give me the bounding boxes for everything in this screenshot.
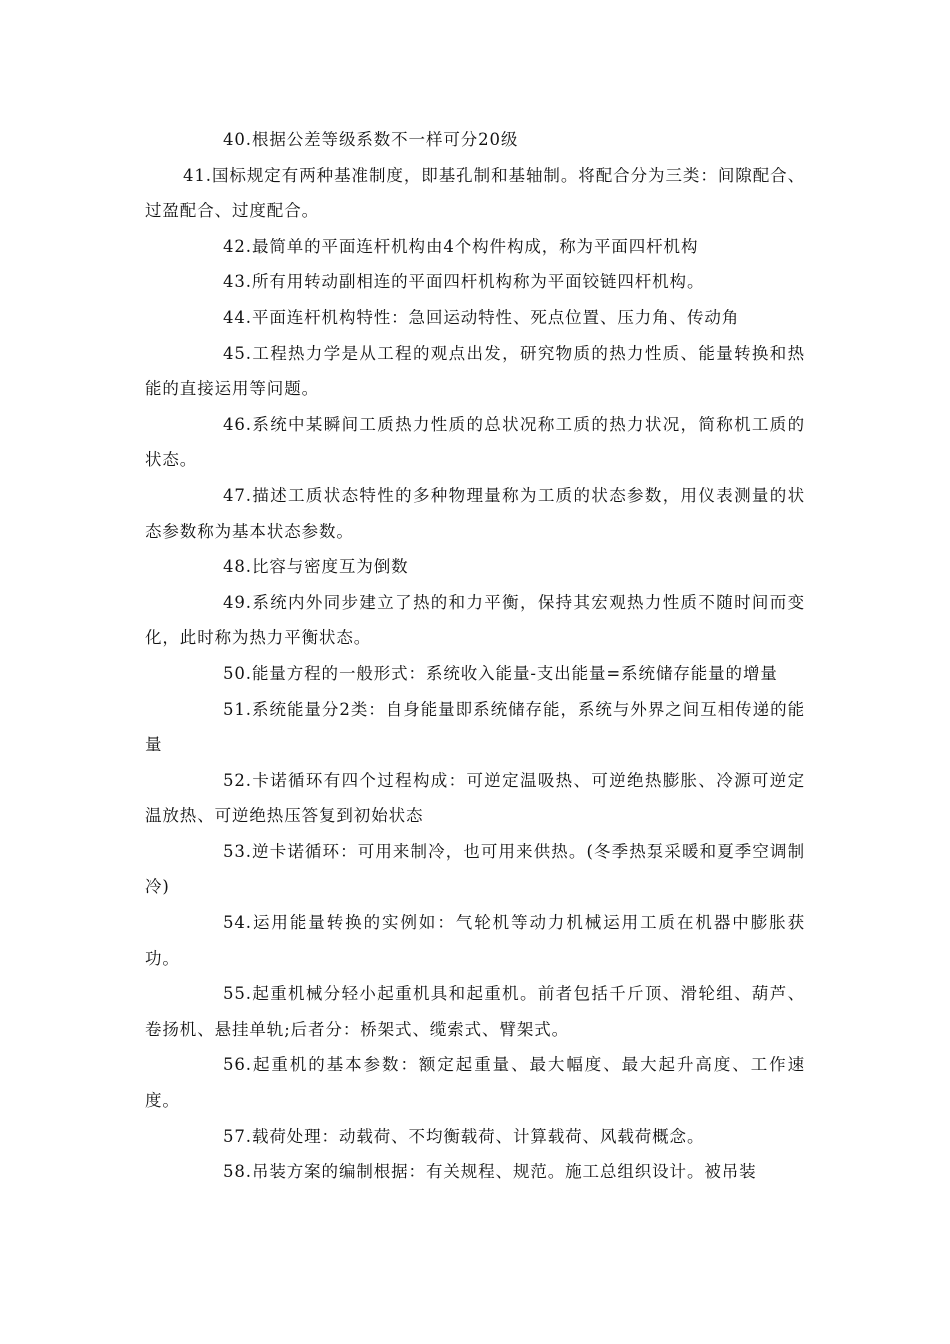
paragraph-58: 58.吊装方案的编制根据：有关规程、规范。施工总组织设计。被吊装 (223, 1162, 757, 1182)
paragraph-48: 48.比容与密度互为倒数 (223, 557, 409, 577)
paragraph-41: 41.国标规定有两种基准制度，即基孔制和基轴制。将配合分为三类：间隙配合、过盈配合、过度配合。 (145, 165, 805, 221)
paragraph-47: 47.描述工质状态特性的多种物理量称为工质的状态参数，用仪表测量的状态参数称为基本状态参数。 (145, 485, 805, 541)
paragraph-45: 45.工程热力学是从工程的观点出发，研究物质的热力性质、能量转换和热能的直接运用等问题。 (145, 343, 805, 399)
paragraph-49: 49.系统内外同步建立了热的和力平衡，保持其宏观热力性质不随时间而变化，此时称为热力平衡状态。 (145, 592, 805, 648)
paragraph-56: 56.起重机的基本参数：额定起重量、最大幅度、最大起升高度、工作速度。 (145, 1055, 805, 1111)
paragraph-54: 54.运用能量转换的实例如：气轮机等动力机械运用工质在机器中膨胀获功。 (145, 913, 805, 968)
paragraph-55: 55.起重机械分轻小起重机具和起重机。前者包括千斤顶、滑轮组、葫芦、卷扬机、悬挂单轨;后者分：桥架式、缆索式、臂架式。 (145, 984, 805, 1039)
paragraph-43: 43.所有用转动副相连的平面四杆机构称为平面铰链四杆机构。 (223, 272, 705, 292)
paragraph-52: 52.卡诺循环有四个过程构成：可逆定温吸热、可逆绝热膨胀、冷源可逆定温放热、可逆绝热压答复到初始状态 (145, 770, 805, 826)
paragraph-50: 50.能量方程的一般形式：系统收入能量-支出能量=系统储存能量的增量 (223, 663, 778, 683)
paragraph-40: 40.根据公差等级系数不一样可分20级 (223, 130, 519, 149)
paragraph-53: 53.逆卡诺循环：可用来制冷，也可用来供热。(冬季热泵采暖和夏季空调制冷) (145, 841, 805, 897)
paragraph-44: 44.平面连杆机构特性：急回运动特性、死点位置、压力角、传动角 (223, 307, 740, 327)
paragraph-51: 51.系统能量分2类：自身能量即系统储存能，系统与外界之间互相传递的能量 (145, 699, 805, 755)
paragraph-42: 42.最简单的平面连杆机构由4个构件构成，称为平面四杆机构 (223, 236, 699, 256)
document-body (145, 122, 805, 1190)
paragraph-57: 57.载荷处理：动载荷、不均衡载荷、计算载荷、风载荷概念。 (223, 1126, 705, 1146)
paragraph-46: 46.系统中某瞬间工质热力性质的总状况称工质的热力状况，简称机工质的状态。 (145, 414, 805, 470)
